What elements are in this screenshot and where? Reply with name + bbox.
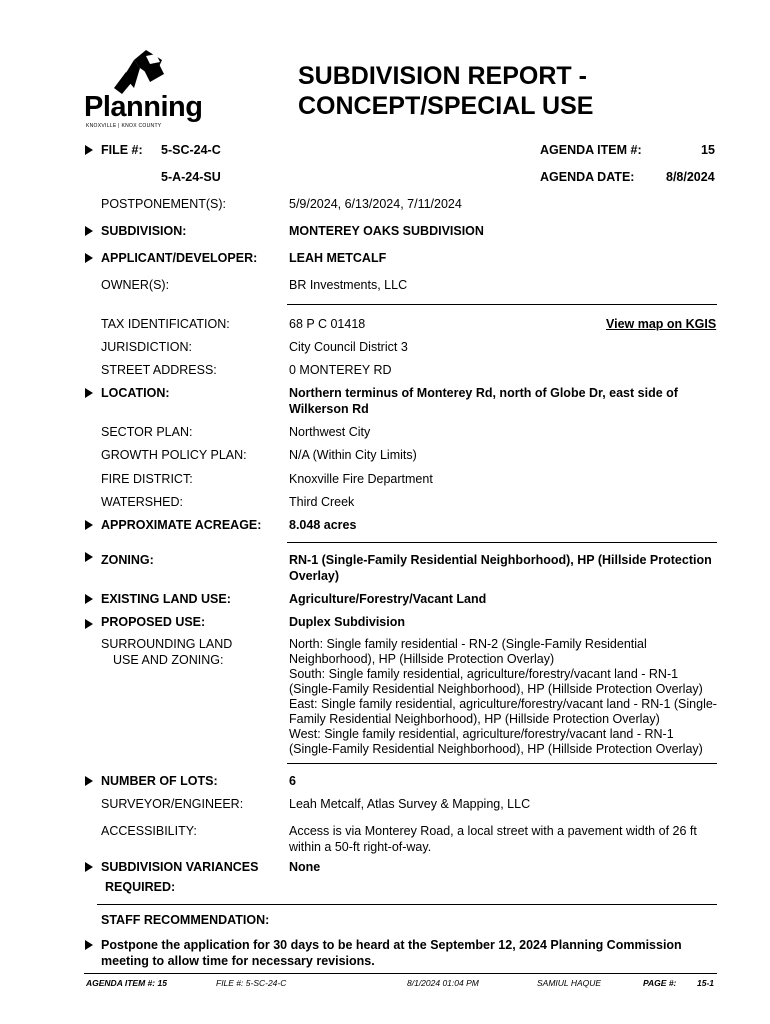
jurisdiction-label: JURISDICTION:: [101, 340, 192, 354]
surrounding-line: East: Single family residential, agriculture/forestry/vacant land - RN-1 (Single-: [289, 697, 717, 711]
variances-label-line1: SUBDIVISION VARIANCES: [101, 860, 259, 874]
fire-label: FIRE DISTRICT:: [101, 472, 193, 486]
surrounding-line: Neighborhood), HP (Hillside Protection Overlay): [289, 652, 555, 666]
applicant-label: APPLICANT/DEVELOPER:: [101, 251, 258, 265]
section-divider: [287, 763, 717, 764]
surrounding-value: [289, 637, 717, 757]
surrounding-line: North: Single family residential - RN-2 (Single-Family Residential: [289, 637, 647, 651]
subdivision-label: SUBDIVISION:: [101, 224, 187, 238]
surrounding-line: (Single-Family Residential Neighborhood), HP (Hillside Protection Overlay): [289, 742, 703, 756]
surrounding-line: South: Single family residential, agriculture/forestry/vacant land - RN-1: [289, 667, 679, 681]
section-divider: [287, 542, 717, 543]
kgis-map-link[interactable]: View map on KGIS: [606, 317, 717, 331]
tax-label: TAX IDENTIFICATION:: [101, 317, 230, 331]
location-label: LOCATION:: [101, 386, 170, 400]
agenda-item-label: AGENDA ITEM #:: [540, 143, 642, 157]
bullet-arrow-icon: [85, 226, 93, 236]
surrounding-line: Family Residential Neighborhood), HP (Hillside Protection Overlay): [289, 712, 660, 726]
footer-author: SAMIUL HAQUE: [537, 978, 602, 988]
bullet-arrow-icon: [85, 552, 93, 562]
footer-page-label: PAGE #:: [643, 978, 677, 988]
street-value: 0 MONTEREY RD: [289, 363, 392, 377]
surrounding-label-line2: USE AND ZONING:: [113, 653, 224, 667]
jurisdiction-value: City Council District 3: [289, 340, 408, 354]
accessibility-label: ACCESSIBILITY:: [101, 824, 197, 838]
postponements-label: POSTPONEMENT(S):: [101, 197, 227, 211]
zoning-label: ZONING:: [101, 553, 154, 567]
section-divider: [97, 904, 717, 905]
staff-recommendation-line1: Postpone the application for 30 days to be heard at the September 12, 2024 Planning Commission: [101, 938, 682, 952]
file-number-2: 5-A-24-SU: [161, 170, 221, 184]
owner-label: OWNER(S):: [101, 278, 170, 292]
growth-value: N/A (Within City Limits): [289, 448, 417, 462]
planning-logo-name: Planning: [84, 91, 203, 123]
surveyor-label: SURVEYOR/ENGINEER:: [101, 797, 244, 811]
bullet-arrow-icon: [85, 940, 93, 950]
report-title-line2: CONCEPT/SPECIAL USE: [298, 92, 594, 120]
bullet-arrow-icon: [85, 520, 93, 530]
file-number-1: 5-SC-24-C: [161, 143, 221, 157]
acreage-value: 8.048 acres: [289, 518, 357, 532]
watershed-value: Third Creek: [289, 495, 355, 509]
zoning-value-line2: Overlay): [289, 569, 340, 583]
surrounding-line: West: Single family residential, agriculture/forestry/vacant land - RN-1: [289, 727, 674, 741]
footer-divider: [84, 973, 717, 974]
lots-value: 6: [289, 774, 296, 788]
bullet-arrow-icon: [85, 862, 93, 872]
existing-use-label: EXISTING LAND USE:: [101, 592, 231, 606]
location-value-line2: Wilkerson Rd: [289, 402, 369, 416]
staff-recommendation-label: STAFF RECOMMENDATION:: [101, 913, 270, 927]
acreage-label: APPROXIMATE ACREAGE:: [101, 518, 262, 532]
zoning-value-line1: RN-1 (Single-Family Residential Neighborhood), HP (Hillside Protection: [289, 553, 712, 567]
sector-value: Northwest City: [289, 425, 371, 439]
agenda-date-label: AGENDA DATE:: [540, 170, 635, 184]
bullet-arrow-icon: [85, 388, 93, 398]
lots-label: NUMBER OF LOTS:: [101, 774, 218, 788]
subdivision-value: MONTEREY OAKS SUBDIVISION: [289, 224, 484, 238]
footer-datetime: 8/1/2024 01:04 PM: [407, 978, 479, 988]
sector-label: SECTOR PLAN:: [101, 425, 193, 439]
footer-file: FILE #: 5-SC-24-C: [216, 978, 287, 988]
planning-logo: [84, 48, 203, 133]
existing-use-value: Agriculture/Forestry/Vacant Land: [289, 592, 487, 606]
proposed-use-value: Duplex Subdivision: [289, 615, 405, 629]
applicant-value: LEAH METCALF: [289, 251, 387, 265]
file-label: FILE #:: [101, 143, 143, 157]
bullet-arrow-icon: [85, 594, 93, 604]
accessibility-value-line1: Access is via Monterey Road, a local street with a pavement width of 26 ft: [289, 824, 697, 838]
footer-agenda-item: AGENDA ITEM #: 15: [86, 978, 167, 988]
variances-value: None: [289, 860, 321, 874]
surrounding-line: (Single-Family Residential Neighborhood), HP (Hillside Protection Overlay): [289, 682, 703, 696]
section-divider: [287, 304, 717, 305]
report-title: [298, 61, 593, 121]
street-label: STREET ADDRESS:: [101, 363, 217, 377]
staff-recommendation-line2: meeting to allow time for necessary revisions.: [101, 954, 375, 968]
owner-value: BR Investments, LLC: [289, 278, 408, 292]
report-title-line1: SUBDIVISION REPORT -: [298, 62, 587, 90]
bullet-arrow-icon: [85, 776, 93, 786]
location-value-line1: Northern terminus of Monterey Rd, north of Globe Dr, east side of: [289, 386, 678, 400]
postponements-value: 5/9/2024, 6/13/2024, 7/11/2024: [289, 197, 462, 211]
accessibility-value-line2: within a 50-ft right-of-way.: [289, 840, 432, 854]
proposed-use-label: PROPOSED USE:: [101, 615, 206, 629]
tax-value: 68 P C 01418: [289, 317, 366, 331]
bullet-arrow-icon: [85, 619, 93, 629]
variances-label-line2: REQUIRED:: [105, 880, 176, 894]
surveyor-value: Leah Metcalf, Atlas Survey & Mapping, LLC: [289, 797, 531, 811]
footer-page-number: 15-1: [697, 978, 715, 988]
agenda-date-value: 8/8/2024: [666, 170, 715, 184]
watershed-label: WATERSHED:: [101, 495, 183, 509]
bullet-arrow-icon: [85, 145, 93, 155]
bullet-arrow-icon: [85, 253, 93, 263]
fire-value: Knoxville Fire Department: [289, 472, 433, 486]
planning-logo-subtext: KNOXVILLE | KNOX COUNTY: [86, 123, 162, 129]
agenda-item-value: 15: [701, 143, 715, 157]
surrounding-label-line1: SURROUNDING LAND: [101, 637, 233, 651]
growth-label: GROWTH POLICY PLAN:: [101, 448, 247, 462]
